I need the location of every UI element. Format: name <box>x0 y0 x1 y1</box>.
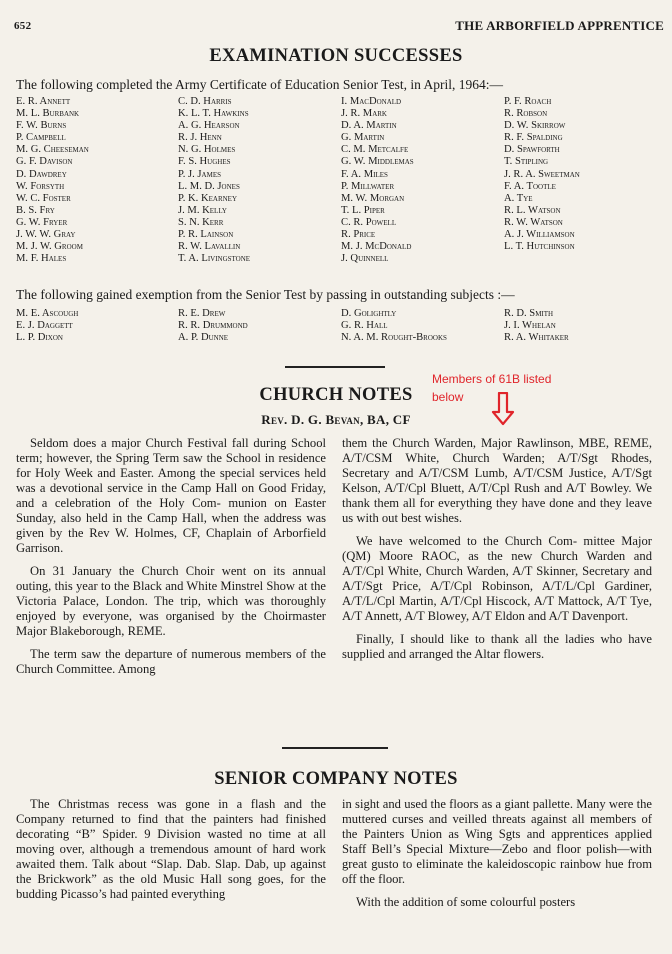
name-entry: N. G. Holmes <box>178 144 236 156</box>
text-line: devotional service in the Camp Hall on Good <box>49 481 287 495</box>
text-line: munion on Easter Sunday, also held in the <box>16 496 326 525</box>
name-entry: J. I. Whelan <box>504 320 556 332</box>
text-line: them the Church Warden, Major Rawlinson, <box>342 436 574 450</box>
text-line: members of the Church Committee. Among <box>16 647 326 676</box>
name-entry: P. Campbell <box>16 132 66 144</box>
name-entry: G. W. Fryer <box>16 216 68 228</box>
exam-intro: The following completed the Army Certificate of Education Senior Test, in April, 1964:— <box>16 77 503 92</box>
text-line: Camp Hall, when the address was given by the <box>16 511 326 540</box>
name-entry: R. D. Smith <box>504 308 554 319</box>
text-line: Rev W. Holmes, CF, Chaplain of Arborfield <box>89 526 326 540</box>
name-entry: R. Robson <box>504 108 548 120</box>
name-entry: A. Tye <box>504 192 533 204</box>
text-line: who have supplied and arranged the Altar <box>342 632 652 661</box>
text-line: as Wing Sgts and apprentices applied Staff Bell’s <box>342 827 652 856</box>
text-line: tremendous amount of hard work awaited them. <box>16 842 326 871</box>
text-line: Mattock, A/T Tye, A/T Annett, A/T Blowey, <box>342 594 652 623</box>
church-left-column <box>16 436 326 677</box>
text-line: The term saw the departure of numerous <box>30 647 242 661</box>
text-line: in sight and used the floors as a giant pallette. <box>342 797 573 811</box>
name-entry: P. K. Kearney <box>178 192 237 204</box>
name-entry: R. J. Henn <box>178 132 222 144</box>
page-number: 652 <box>14 20 32 32</box>
name-entry: K. L. T. Hawkins <box>178 108 249 120</box>
text-line: Seldom does a major Church Festival fall <box>30 436 249 450</box>
name-entry: R. R. Drummond <box>178 320 248 332</box>
text-line: Friday, and a celebration of the Holy Com- <box>16 481 326 510</box>
name-entry: R. E. Drew <box>178 308 226 319</box>
text-line: A/T/L/Cpl Martin, A/T/Cpl Hiscock, A/T <box>342 594 554 608</box>
exemption-col-2 <box>178 308 248 344</box>
text-line: Minstrel Show at the Victoria Palace, London. <box>16 579 326 608</box>
text-line: annual outing, this year to the Black and White <box>16 564 326 593</box>
name-entry: M. E. Ascough <box>16 308 79 319</box>
text-line: saw the School in residence for Holy Week and <box>16 451 326 480</box>
name-entry: J. Quinnell <box>341 253 389 265</box>
name-entry: P. F. Roach <box>504 96 552 107</box>
text-line: Kelson, A/T/Cpl Bluett, A/T/Cpl Rush and <box>342 481 563 495</box>
name-entry: C. D. Harris <box>178 96 232 107</box>
text-line: wasted no time at all moving over, although a <box>16 827 327 856</box>
name-entry: M. W. Morgan <box>341 192 405 204</box>
section-divider <box>282 747 388 749</box>
name-entry: T. Stipling <box>504 156 549 168</box>
name-entry: G. F. Davison <box>16 156 73 168</box>
section-divider <box>285 366 385 368</box>
name-entry: G. R. Hall <box>341 320 388 332</box>
text-line: Finally, I should like to thank all the ladies <box>356 632 595 646</box>
name-entry: R. F. Spalding <box>504 132 563 144</box>
name-entry: D. Golightly <box>341 308 397 319</box>
name-entry: M. G. Cheeseman <box>16 144 89 156</box>
text-line: On 31 January the Church Choir went on its <box>30 564 286 578</box>
church-byline: Rev. D. G. Bevan, BA, CF <box>261 412 411 427</box>
exam-col-3 <box>341 96 414 265</box>
name-entry: I. MacDonald <box>341 96 402 107</box>
name-entry: J. W. W. Gray <box>16 229 76 241</box>
text-line: Easter. Among the special services held was a <box>16 466 326 495</box>
name-entry: M. L. Burbank <box>16 108 80 120</box>
text-line: Price, A/T/Cpl Robinson, A/T/L/Cpl Gardiner, <box>392 579 652 593</box>
name-entry: R. W. Watson <box>504 216 563 228</box>
text-line: Talk about “Slap. Dab. Slap. Dab, up against <box>92 857 327 871</box>
down-arrow-icon <box>491 392 515 426</box>
name-entry: D. Spawforth <box>504 144 560 156</box>
name-entry: L. T. Hutchinson <box>504 241 575 253</box>
senior-title: SENIOR COMPANY NOTES <box>214 769 458 789</box>
name-entry: T. A. Livingstone <box>178 253 251 265</box>
name-entry: L. P. Dixon <box>16 332 63 344</box>
name-entry: B. S. Fry <box>16 204 55 216</box>
text-line: The Christmas recess was gone in a flash and <box>30 797 303 811</box>
text-line: for the budding Picasso’s had painted everything <box>16 872 326 901</box>
name-entry: E. R. Annett <box>16 96 71 107</box>
name-entry: C. M. Metcalfe <box>341 144 409 156</box>
paragraph <box>342 895 652 910</box>
name-entry: M. J. McDonald <box>341 241 412 253</box>
paragraph <box>16 436 326 556</box>
exam-title: EXAMINATION SUCCESSES <box>209 46 463 66</box>
name-entry: A. J. Williamson <box>504 229 575 241</box>
annotation-line: Members of 61B listed <box>432 372 552 386</box>
name-entry: R. A. Whitaker <box>504 332 569 344</box>
name-entry: D. A. Martin <box>341 120 397 132</box>
text-line: Warden, A/T Skinner, Secretary and A/T/Sgt <box>342 564 652 593</box>
name-entry: M. J. W. Groom <box>16 241 83 253</box>
name-entry: D. W. Skirrow <box>504 120 566 132</box>
name-entry: G. Martin <box>341 132 385 144</box>
name-entry: F. A. Tootle <box>504 180 556 192</box>
text-line: Warden; A/T/Sgt Rhodes, Secretary and <box>342 451 652 480</box>
name-entry: R. Price <box>341 229 376 241</box>
running-title: THE ARBORFIELD APPRENTICE <box>455 18 664 33</box>
name-entry: F. S. Hughes <box>178 156 231 168</box>
name-entry: F. A. Miles <box>341 168 388 180</box>
name-entry: P. Millwater <box>341 180 395 192</box>
exam-col-4 <box>504 96 580 253</box>
text-line: mittee Major (QM) Moore RAOC, as the new <box>342 534 653 563</box>
name-entry: J. R. Mark <box>341 108 387 120</box>
name-entry: P. R. Lainson <box>178 229 234 241</box>
paragraph <box>342 632 652 662</box>
name-entry: A. G. Hearson <box>178 120 240 132</box>
paragraph <box>342 797 652 887</box>
name-entry: G. W. Middlemas <box>341 156 414 168</box>
paragraph <box>16 564 326 639</box>
text-line: wishes. <box>424 511 463 525</box>
name-entry: L. M. D. Jones <box>178 180 240 192</box>
text-line: during School term; however, the Spring Term <box>16 436 327 465</box>
name-entry: E. J. Daggett <box>16 320 73 332</box>
name-entry: F. W. Burns <box>16 120 67 132</box>
exam-col-2 <box>178 96 250 265</box>
name-entry: W. Forsyth <box>16 180 65 192</box>
name-entry: C. R. Powell <box>341 216 397 228</box>
text-line: A/T Bowley. We thank them all for everything <box>342 481 652 510</box>
text-line: had finished decorating “B” Spider. 9 Division <box>16 812 327 841</box>
exemption-col-3 <box>341 308 447 344</box>
text-line: The trip, which was thoroughly enjoyed by <box>16 594 327 623</box>
text-line: flowers. <box>503 647 545 661</box>
name-entry: N. A. M. Rought-Brooks <box>341 332 447 344</box>
name-entry: M. F. Hales <box>16 253 67 265</box>
text-line: the Brickwork” as the old Music Hall song goes, <box>16 872 284 886</box>
text-line: the Company returned to find that the painters <box>16 797 326 826</box>
exemption-col-1 <box>16 308 78 344</box>
senior-left-column <box>16 797 326 902</box>
text-line: Special Mixture—Zebo and floor polish—with <box>406 842 652 856</box>
church-title: CHURCH NOTES <box>259 385 413 405</box>
name-entry: D. Dawdrey <box>16 168 67 180</box>
paragraph <box>342 436 652 526</box>
name-entry: P. J. James <box>178 168 222 180</box>
text-line: Church Warden and A/T/Cpl White, Church <box>342 549 652 578</box>
text-line: A/T Eldon and A/T Davenport. <box>471 609 629 623</box>
exam-col-1 <box>16 96 89 265</box>
name-entry: R. W. Lavallin <box>178 241 241 253</box>
text-line: rainbow hue from off the floor. <box>342 857 652 886</box>
name-entry: A. P. Dunne <box>178 332 229 344</box>
senior-right-column <box>342 797 652 910</box>
annotation-line: below <box>432 390 464 404</box>
text-line: Major Blakeborough, REME. <box>16 624 166 638</box>
exemption-intro: The following gained exemption from the Senior Test by passing in outstanding subjects :— <box>16 287 515 302</box>
text-line: Garrison. <box>16 541 64 555</box>
name-entry: J. R. A. Sweetman <box>504 168 580 180</box>
paragraph <box>342 534 652 624</box>
text-line: With the addition of some colourful posters <box>356 895 576 909</box>
exemption-col-4 <box>504 308 569 344</box>
text-line: We have welcomed to the Church Com- <box>356 534 578 548</box>
text-line: MBE, REME, A/T/CSM White, Church <box>342 436 652 465</box>
text-line: everyone, was organised by the Choirmaster <box>82 609 326 623</box>
text-line: Many were the muttered curses and veilled <box>342 797 652 826</box>
name-entry: R. L. Watson <box>504 204 561 216</box>
church-right-column <box>342 436 652 662</box>
paragraph <box>16 647 326 677</box>
name-entry: W. C. Foster <box>16 192 71 204</box>
paragraph <box>16 797 326 902</box>
text-line: they have done and they leave us with out best <box>342 496 652 525</box>
text-line: threats against all members of the Painters Union <box>342 812 652 841</box>
name-entry: T. L. Piper <box>341 204 385 216</box>
name-entry: S. N. Kerr <box>178 216 224 228</box>
name-entry: J. M. Kelly <box>178 204 227 216</box>
text-line: A/T/CSM Lumb, A/T/CSM Justice, A/T/Sgt <box>418 466 652 480</box>
text-line: great gusto to eliminate the kaleidoscopic <box>342 857 556 871</box>
